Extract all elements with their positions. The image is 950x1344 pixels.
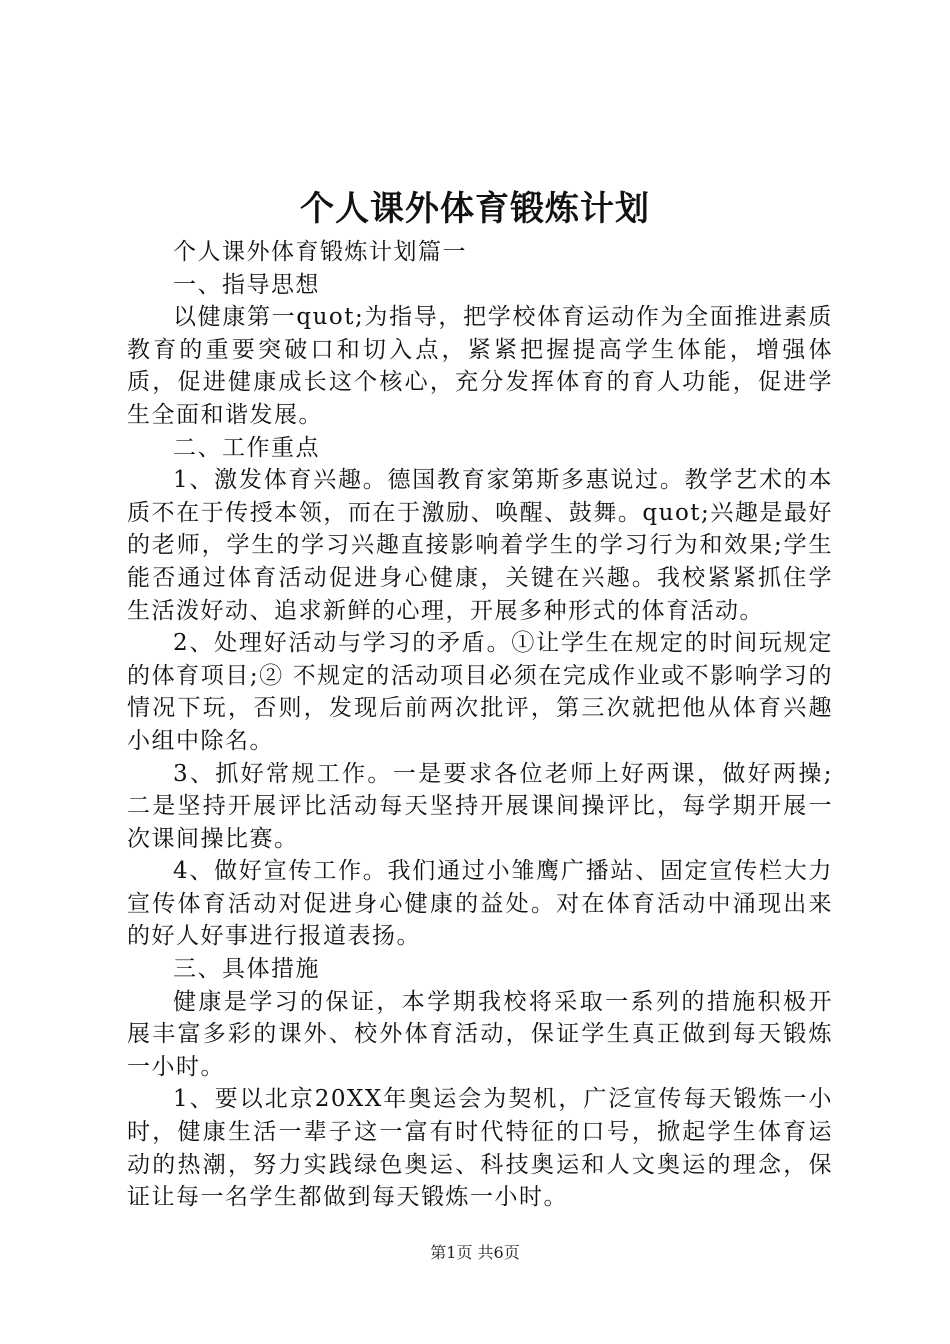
paragraph: 1、激发体育兴趣。德国教育家第斯多惠说过。教学艺术的本质不在于传授本领，而在于激励、唤醒、鼓舞。quot;兴趣是最好的老师，学生的学习兴趣直接影响着学生的学习行为和效果;学生能否通过体育活动促进身心健康，关键在兴趣。我校紧紧抓住学生活泼好动、追求新鲜的心理，开展多种形式的体育活动。: [127, 467, 833, 624]
section-heading-measures: 三、具体措施: [173, 956, 320, 983]
page-number-footer: 第1页 共6页: [430, 1243, 520, 1262]
section-heading-guiding-thought: 一、指导思想: [173, 271, 320, 298]
document-body: [127, 236, 833, 1214]
document-title: 个人课外体育锻炼计划: [300, 189, 650, 229]
paragraph: 1、要以北京20XX年奥运会为契机，广泛宣传每天锻炼一小时，健康生活一辈子这一富有时代特征的口号，掀起学生体育运动的热潮，努力实践绿色奥运、科技奥运和人文奥运的理念，保证让每一名学生都做到每天锻炼一小时。: [127, 1086, 833, 1211]
paragraph: 以健康第一quot;为指导，把学校体育运动作为全面推进素质教育的重要突破口和切入点，紧紧把握提高学生体能，增强体质，促进健康成长这个核心，充分发挥体育的育人功能，促进学生全面和谐发展。: [127, 304, 833, 428]
paragraph: 3、抓好常规工作。一是要求各位老师上好两课，做好两操;二是坚持开展评比活动每天坚持开展课间操评比，每学期开展一次课间操比赛。: [127, 760, 833, 852]
section-heading-work-focus: 二、工作重点: [173, 434, 320, 461]
paragraph: 健康是学习的保证，本学期我校将采取一系列的措施积极开展丰富多彩的课外、校外体育活动，保证学生真正做到每天锻炼一小时。: [127, 988, 833, 1080]
paragraph-subtitle: 个人课外体育锻炼计划篇一: [173, 239, 467, 265]
paragraph: 4、做好宣传工作。我们通过小雏鹰广播站、固定宣传栏大力宣传体育活动对促进身心健康的益处。对在体育活动中涌现出来的好人好事进行报道表扬。: [127, 858, 833, 950]
paragraph: 2、处理好活动与学习的矛盾。①让学生在规定的时间玩规定的体育项目;② 不规定的活动项目必须在完成作业或不影响学习的情况下玩，否则，发现后前两次批评，第三次就把他从体育兴趣小组中除名。: [127, 630, 833, 754]
